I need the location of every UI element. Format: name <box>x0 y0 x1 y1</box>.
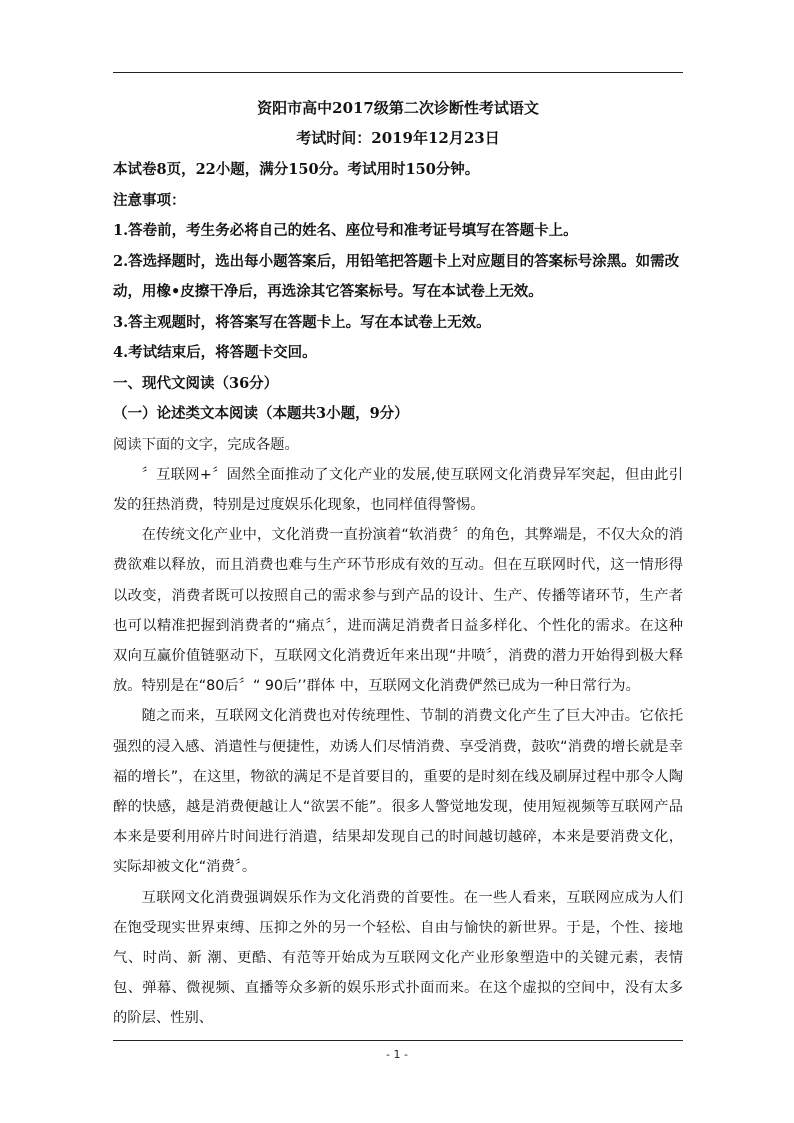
notice-item: 3.答主观题时，将答案写在答题卡上。写在本试卷上无效。 <box>113 313 491 331</box>
header-rule <box>113 72 683 73</box>
document-page <box>113 98 683 1034</box>
passage-paragraph: 在传统文化产业中，文化消费一直扮演着“软消费〞的角色，其弊端是，不仅大众的消费欲难以释放，而且消费也难与生产环节形成有效的互动。但在互联网时代，这一情形得以改变，消费者既可以按照自己的需求参与到产品的设计、生产、传播等诸环节，生产者也可以精准把握到消费者的“痛点〞，进而满足消费者日益多样化、个性化的需求。在这种双向互赢价值链驱动下，互联网文化消费近年来出现“井喷〞，消费的潜力开始得到极大释放。特别是在“80后〞“ 90后’’群体 中，互联网文化消费俨然已成为一种日常行为。 <box>113 527 683 695</box>
passage-paragraph: 随之而来，互联网文化消费也对传统理性、节制的消费文化产生了巨大冲击。它依托强烈的浸入感、消遣性与便捷性，劝诱人们尽情消费、享受消费，鼓吹“消费的增长就是幸福的增长”，在这里，物欲的满足不是首要目的，重要的是时刻在线及刷屏过程中那令人陶醉的快感，越是消费便越让人“欲罢不能”。很多人警觉地发现，使用短视频等互联网产品本来是要利用碎片时间进行消遣，结果却发现自己的时间越切越碎，本来是要消费文化，实际却被文化“消费〞。 <box>113 708 683 876</box>
exam-title: 资阳市高中2017级第二次诊断性考试语文 <box>257 99 539 117</box>
notice-item: 1.答卷前，考生务必将自己的姓名、座位号和准考证号填写在答题卡上。 <box>113 222 578 239</box>
exam-intro: 本试卷8页，22小题，满分150分。考试用时150分钟。 <box>113 161 480 178</box>
page-number: - 1 - <box>386 1048 408 1061</box>
passage-paragraph: 互联网文化消费强调娱乐作为文化消费的首要性。在一些人看来，互联网应成为人们在饱受现实世界束缚、压抑之外的另一个轻松、自由与愉快的新世界。于是，个性、接地气、时尚、新 潮、更酷、有范等开始成为互联网文化产业形象塑造中的关键元素，表情包、弹幕、微视频、直播等众多新的娱乐形式扑面而来。在这个虚拟的空间中，没有太多的阶层、性别、 <box>113 889 683 1027</box>
reading-instruction: 阅读下面的文字，完成各题。 <box>113 436 299 453</box>
section-subheading: （一）论述类文本阅读（本题共3小题，9分） <box>113 405 409 422</box>
footer-rule <box>113 1040 683 1041</box>
section-heading: 一、现代文阅读（36分） <box>113 374 279 392</box>
notice-heading: 注意事项： <box>113 191 186 209</box>
exam-time: 考试时间：2019年12月23日 <box>296 129 500 147</box>
passage-paragraph: 〞互联网+〞固然全面推动了文化产业的发展,使互联网文化消费异军突起，但由此引发的狂热消费，特别是过度娱乐化现象，也同样值得警惕。 <box>113 466 683 513</box>
notice-item: 2.答选择题时，选出每小题答案后，用铅笔把答题卡上对应题目的答案标号涂黑。如需改 动，用橡•皮擦干净后，再选涂其它答案标号。写在本试卷上无效。 <box>113 252 680 300</box>
notice-item: 4.考试结束后，将答题卡交回。 <box>113 344 317 361</box>
